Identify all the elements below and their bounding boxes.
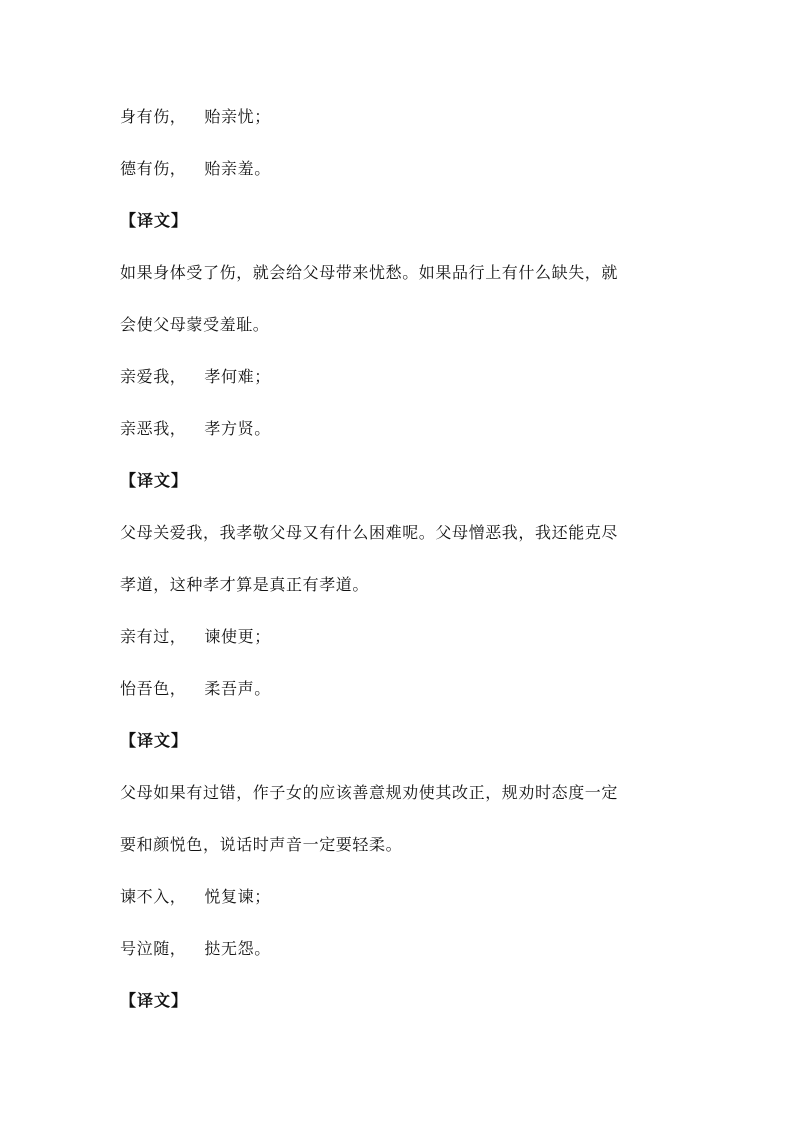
verse-line: 亲恶我， 孝方贤。 (120, 419, 271, 438)
verse-line: 亲有过， 谏使更； (120, 627, 271, 646)
translation-paragraph: 父母关爱我，我孝敬父母又有什么困难呢。父母憎恶我，我还能克尽 孝道，这种孝才算是真正有孝道。 (120, 523, 619, 594)
verse-line: 怡吾色， 柔吾声。 (120, 679, 271, 698)
translation-paragraph: 父母如果有过错，作子女的应该善意规劝使其改正，规劝时态度一定 要和颜悦色，说话时声音一定要轻柔。 (120, 783, 619, 854)
translation-heading: 【译文】 (120, 471, 189, 490)
verse-line: 亲爱我， 孝何难； (120, 367, 271, 386)
verse-line: 德有伤， 贻亲羞。 (120, 159, 271, 178)
translation-paragraph: 如果身体受了伤，就会给父母带来忧愁。如果品行上有什么缺失，就 会使父母蒙受羞耻。 (120, 263, 619, 334)
translation-heading: 【译文】 (120, 731, 189, 750)
verse-line: 身有伤， 贻亲忧； (120, 107, 271, 126)
verse-line: 谏不入， 悦复谏； (120, 887, 271, 906)
translation-heading: 【译文】 (120, 991, 189, 1010)
document-body (120, 102, 680, 1038)
translation-heading: 【译文】 (120, 211, 189, 230)
verse-line: 号泣随， 挞无怨。 (120, 939, 271, 958)
